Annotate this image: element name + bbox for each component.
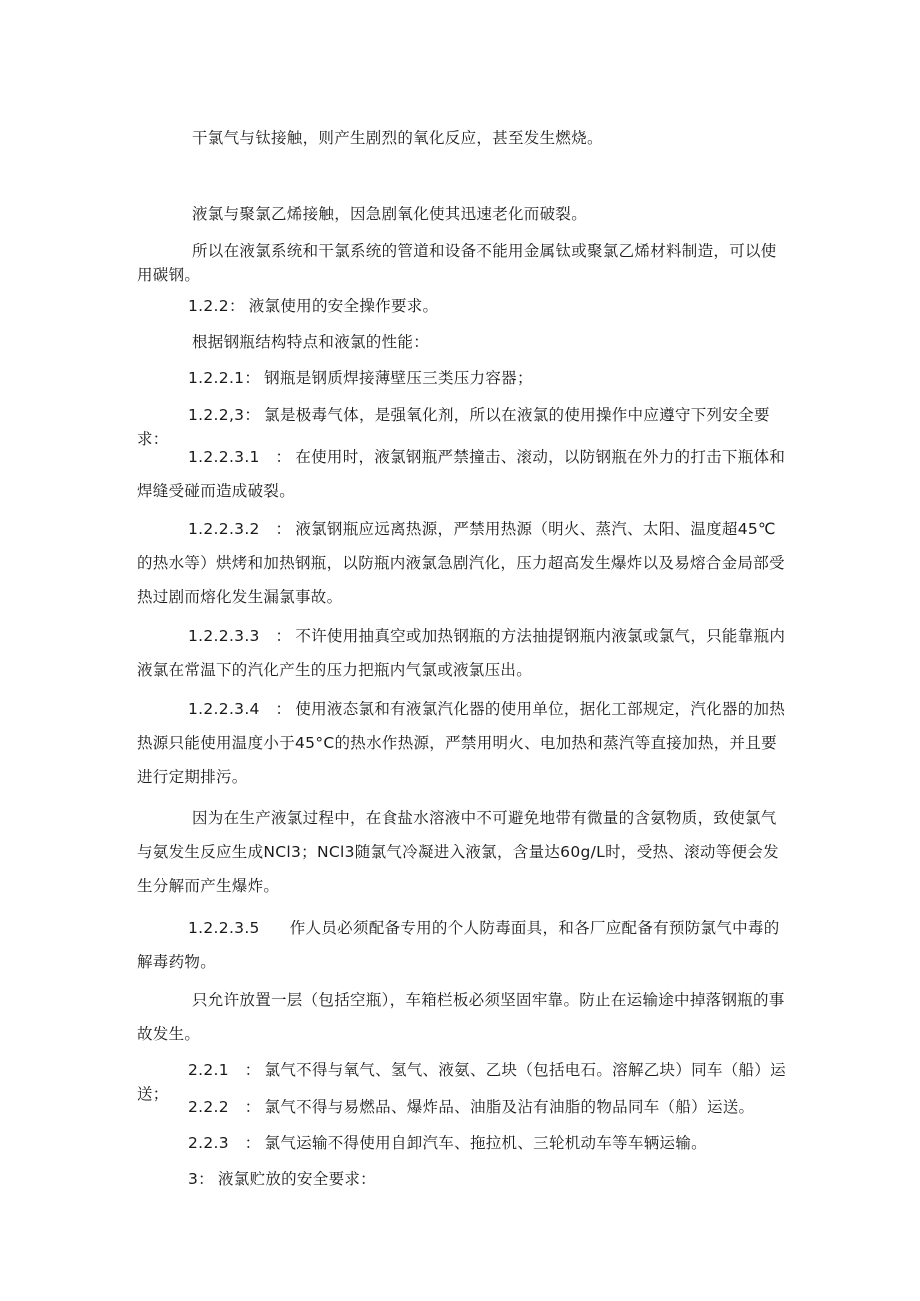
paragraph-text: 液氯使用的安全操作要求。 xyxy=(248,297,439,315)
paragraph-text: 钢瓶是钢质焊接薄壁压三类压力容器； xyxy=(264,369,533,387)
clause-number: 1.2.2.3.1 ： xyxy=(188,448,292,466)
paragraph-text: 只允许放置一层（包括空瓶），车箱栏板必须坚固牢靠。防止在运输途中掉落钢瓶的事故发生。 xyxy=(137,991,785,1043)
clause-number: 1.2.2： xyxy=(188,297,245,315)
paragraph xyxy=(137,126,787,150)
paragraph-text: 氯气运输不得使用自卸汽车、拖拉机、三轮机动车等车辆运输。 xyxy=(264,1134,707,1152)
paragraph-text: 使用液态氯和有液氯汽化器的使用单位，据化工部规定，汽化器的加热热源只能使用温度小于45°C的热水作热源，严禁用明火、电加热和蒸汽等直接加热，并且要进行定期排污。 xyxy=(137,700,786,786)
paragraph xyxy=(137,330,787,354)
clause-number: 1.2.2.3.5 xyxy=(188,919,260,937)
clause-number: 2.2.2 ： xyxy=(188,1098,261,1116)
paragraph-text: 干氯气与钛接触，则产生剧烈的氧化反应，甚至发生燃烧。 xyxy=(192,129,603,147)
paragraph xyxy=(137,440,787,508)
paragraph xyxy=(137,202,787,226)
clause-number: 2.2.3 ： xyxy=(188,1134,261,1152)
paragraph-text: 所以在液氯系统和干氯系统的管道和设备不能用金属钛或聚氯乙烯材料制造，可以使用碳钢。 xyxy=(137,242,777,284)
paragraph xyxy=(137,619,787,687)
clause-number: 1.2.2.3.2 ： xyxy=(188,520,292,538)
paragraph-text: 作人员必须配备专用的个人防毒面具，和各厂应配备有预防氯气中毒的解毒药物。 xyxy=(137,919,780,971)
paragraph-text: 氯气不得与易燃品、爆炸品、油脂及沾有油脂的物品同车（船）运送。 xyxy=(264,1098,755,1116)
clause-number: 1.2.2.1： xyxy=(188,369,261,387)
paragraph xyxy=(137,692,787,794)
paragraph xyxy=(137,1167,787,1191)
clause-number: 1.2.2,3： xyxy=(188,406,261,424)
paragraph-text: 氯气不得与氧气、氢气、液氨、乙块（包括电石。溶解乙块）同车（船）运送； xyxy=(137,1061,786,1103)
paragraph xyxy=(137,1095,787,1119)
paragraph xyxy=(137,512,787,614)
paragraph xyxy=(137,801,787,903)
paragraph xyxy=(137,911,787,979)
paragraph-text: 根据钢瓶结构特点和液氯的性能： xyxy=(192,333,430,351)
clause-number: 3： xyxy=(188,1170,214,1188)
paragraph-text: 液氯与聚氯乙烯接触，因急剧氧化使其迅速老化而破裂。 xyxy=(192,205,588,223)
paragraph-text: 在使用时，液氯钢瓶严禁撞击、滚动，以防钢瓶在外力的打击下瓶体和焊缝受碰而造成破裂。 xyxy=(137,448,786,500)
paragraph xyxy=(137,294,787,318)
clause-number: 2.2.1 ： xyxy=(188,1061,261,1079)
paragraph xyxy=(137,366,787,390)
paragraph xyxy=(137,239,787,287)
paragraph-text: 氯是极毒气体，是强氧化剂，所以在液氯的使用操作中应遵守下列安全要求： xyxy=(137,406,770,448)
paragraph-text: 液氯贮放的安全要求： xyxy=(217,1170,376,1188)
paragraph xyxy=(137,1131,787,1155)
paragraph-text: 不许使用抽真空或加热钢瓶的方法抽提钢瓶内液氯或氯气，只能靠瓶内液氯在常温下的汽化产生的压力把瓶内气氯或液氯压出。 xyxy=(137,627,786,679)
paragraph xyxy=(137,983,787,1051)
clause-number: 1.2.2.3.4 ： xyxy=(188,700,292,718)
paragraph-text: 液氯钢瓶应远离热源，严禁用热源（明火、蒸汽、太阳、温度超45℃的热水等）烘烤和加热钢瓶，以防瓶内液氯急剧汽化，压力超高发生爆炸以及易熔合金局部受热过剧而熔化发生漏氯事故。 xyxy=(137,520,785,606)
clause-number: 1.2.2.3.3 ： xyxy=(188,627,292,645)
paragraph-text: 因为在生产液氯过程中，在食盐水溶液中不可避免地带有微量的含氨物质，致使氯气与氨发生反应生成NCl3；NCl3随氯气冷凝进入液氯，含量达60g/L时，受热、滚动等便会发生分解而产生爆炸。 xyxy=(137,809,779,895)
